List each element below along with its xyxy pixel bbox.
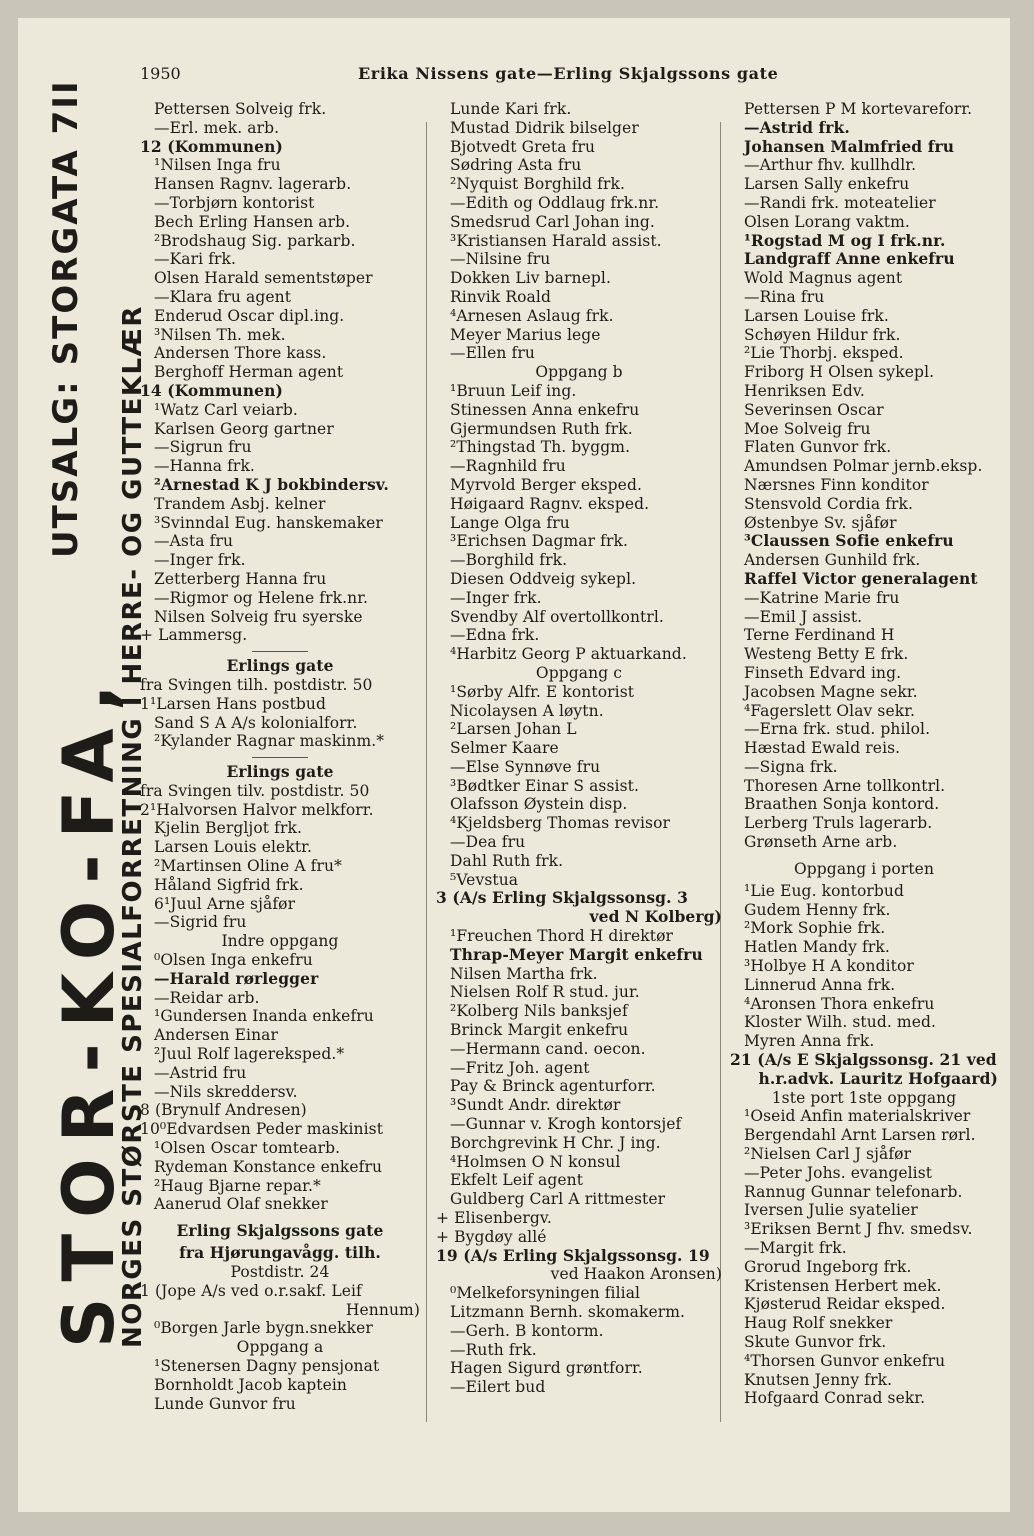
directory-entry: —Inger frk. <box>154 551 246 570</box>
directory-page <box>18 18 1010 1512</box>
directory-entry: —Erl. mek. arb. <box>154 118 280 137</box>
directory-entry: —Signa frk. <box>744 757 838 776</box>
directory-entry: —Hermann cand. oecon. <box>450 1039 646 1058</box>
section-heading: Postdistr. 24 <box>230 1263 330 1282</box>
directory-entry: —Rina fru <box>744 287 825 306</box>
directory-entry: Høigaard Ragnv. eksped. <box>450 494 650 513</box>
directory-entry: —Eilert bud <box>450 1378 546 1397</box>
directory-entry: Myrvold Berger eksped. <box>450 475 642 494</box>
directory-entry: ⁴Kjeldsberg Thomas revisor <box>450 814 671 833</box>
directory-entry: —Astrid frk. <box>744 117 850 137</box>
directory-entry: ³Holbye H A konditor <box>744 957 914 976</box>
directory-entry: Berghoff Herman agent <box>154 363 344 382</box>
directory-entry: ¹Oseid Anfin materialskriver <box>744 1107 971 1126</box>
page-header <box>18 64 1010 88</box>
directory-entry: Selmer Kaare <box>450 739 559 758</box>
directory-entry: Jacobsen Magne sekr. <box>744 682 918 701</box>
directory-entry: Johansen Malmfried fru <box>744 136 955 156</box>
directory-entry: ²Nielsen Carl J sjåfør <box>744 1145 912 1164</box>
directory-entry: ²Lie Thorbj. eksped. <box>744 344 904 363</box>
directory-entry: Aanerud Olaf snekker <box>154 1195 328 1214</box>
section-divider <box>140 751 420 763</box>
section-heading: Indre oppgang <box>221 932 339 951</box>
column-divider <box>426 122 427 1422</box>
directory-entry: —Inger frk. <box>450 588 542 607</box>
directory-entry: Nærsnes Finn konditor <box>744 475 929 494</box>
directory-entry: Rydeman Konstance enkefru <box>154 1157 383 1176</box>
directory-entry: Larsen Louise frk. <box>744 306 889 325</box>
directory-entry: Finseth Edvard ing. <box>744 663 902 682</box>
directory-entry: Myren Anna frk. <box>744 1032 875 1051</box>
directory-entry: Zetterberg Hanna fru <box>154 569 327 588</box>
section-heading: Oppgang a <box>236 1338 324 1357</box>
directory-entry: Hæstad Ewald reis. <box>744 739 901 758</box>
directory-entry: ³Erichsen Dagmar frk. <box>450 532 629 551</box>
directory-entry: Grorud Ingeborg frk. <box>744 1257 912 1276</box>
directory-entry: 21 (A/s E Skjalgssonsg. 21 ved <box>730 1050 997 1070</box>
directory-entry: ⁴Arnesen Aslaug frk. <box>450 306 614 325</box>
ad-brand: STOR-KO-FA, <box>48 668 130 1348</box>
directory-entry: —Erna frk. stud. philol. <box>744 720 931 739</box>
directory-entry: Gjermundsen Ruth frk. <box>450 419 633 438</box>
section-heading: Erlings gate <box>226 656 334 676</box>
directory-entry: ³Claussen Sofie enkefru <box>744 531 954 551</box>
directory-entry: Raffel Victor generalagent <box>744 568 978 588</box>
directory-entry: Østenbye Sv. sjåfør <box>744 513 897 532</box>
directory-entry: ¹Sørby Alfr. E kontorist <box>450 682 635 701</box>
directory-entry: Linnerud Anna frk. <box>744 975 896 994</box>
directory-entry: Brinck Margit enkefru <box>450 1021 629 1040</box>
directory-entry: ⁴Harbitz Georg P aktuarkand. <box>450 645 687 664</box>
directory-entry: Nielsen Rolf R stud. jur. <box>450 983 640 1002</box>
directory-entry: ⁴Aronsen Thora enkefru <box>744 994 935 1013</box>
directory-entry: ²Larsen Johan L <box>450 720 577 739</box>
directory-entry: —Harald rørlegger <box>154 968 319 988</box>
directory-entry: Svendby Alf overtollkontrl. <box>450 607 664 626</box>
directory-entry: Hofgaard Conrad sekr. <box>744 1389 926 1408</box>
section-heading: Oppgang c <box>535 663 623 682</box>
directory-entry: ¹Gundersen Inanda enkefru <box>154 1007 374 1026</box>
directory-entry: Stinessen Anna enkefru <box>450 400 640 419</box>
directory-entry: Severinsen Oscar <box>744 400 884 419</box>
directory-entry: —Sigrun fru <box>154 438 252 457</box>
directory-entry: ³Svinndal Eug. hanskemaker <box>154 513 383 532</box>
directory-entry: ³Sundt Andr. direktør <box>450 1096 621 1115</box>
directory-entry: ³Eriksen Bernt J fhv. smedsv. <box>744 1220 973 1239</box>
directory-entry: Kloster Wilh. stud. med. <box>744 1013 937 1032</box>
directory-entry: Thoresen Arne tollkontrl. <box>744 776 946 795</box>
directory-entry: —Peter Johs. evangelist <box>744 1163 933 1182</box>
directory-entry: Sand S A A/s kolonialforr. <box>154 713 358 732</box>
directory-entry: Haug Rolf snekker <box>744 1314 893 1333</box>
directory-entry: Moe Solveig fru <box>744 419 871 438</box>
directory-entry: Larsen Sally enkefru <box>744 175 910 194</box>
directory-entry: Ekfelt Leif agent <box>450 1171 584 1190</box>
section-heading: Erlings gate <box>226 762 334 782</box>
directory-entry: ⁰Olsen Inga enkefru <box>154 951 313 970</box>
directory-entry: Bjotvedt Greta fru <box>450 137 596 156</box>
directory-entry: Smedsrud Carl Johan ing. <box>450 212 655 231</box>
directory-entry: Landgraff Anne enkefru <box>744 249 955 269</box>
directory-entry: Amundsen Polmar jernb.eksp. <box>744 457 983 476</box>
directory-entry: Kjelin Bergljot frk. <box>154 819 302 838</box>
directory-entry: + Bygdøy allé <box>436 1227 547 1246</box>
directory-entry: Lerberg Truls lagerarb. <box>744 814 933 833</box>
directory-entry: Karlsen Georg gartner <box>154 419 334 438</box>
directory-entry: Kjøsterud Reidar eksped. <box>744 1295 946 1314</box>
directory-entry: Litzmann Bernh. skomakerm. <box>450 1303 686 1321</box>
directory-entry: Borchgrevink H Chr. J ing. <box>450 1133 661 1152</box>
directory-entry: ²Arnestad K J bokbindersv. <box>154 474 389 494</box>
directory-entry: —Rigmor og Helene frk.nr. <box>154 588 369 607</box>
directory-entry: Håland Sigfrid frk. <box>154 875 304 894</box>
directory-entry: —Hanna frk. <box>154 457 255 476</box>
directory-entry: 3 (A/s Erling Skjalgssonsg. 3 <box>436 888 688 908</box>
directory-entry: 14 (Kommunen) <box>140 380 283 400</box>
directory-entry: Pettersen P M kortevareforr. <box>744 100 973 118</box>
directory-entry: 6¹Juul Arne sjåfør <box>154 894 296 913</box>
vertical-advertisement <box>46 79 148 1348</box>
directory-entry: Olafsson Øystein disp. <box>450 795 628 814</box>
directory-entry: Lunde Gunvor fru <box>154 1394 296 1413</box>
directory-entry: Braathen Sonja kontord. <box>744 795 940 814</box>
directory-entry: ¹Watz Carl veiarb. <box>154 400 298 419</box>
directory-entry: ¹Stenersen Dagny pensjonat <box>154 1357 380 1375</box>
directory-entry: ¹Olsen Oscar tomtearb. <box>154 1139 341 1158</box>
directory-entry: Knutsen Jenny frk. <box>744 1370 893 1389</box>
directory-entry: ³Nilsen Th. mek. <box>154 325 286 344</box>
directory-entry: —Astrid fru <box>154 1063 247 1082</box>
directory-entry: —Nilsine fru <box>450 250 551 269</box>
directory-entry: —Randi frk. moteatelier <box>744 193 936 212</box>
directory-entry: Bergendahl Arnt Larsen rørl. <box>744 1126 976 1145</box>
directory-entry: Kristensen Herbert mek. <box>744 1276 942 1295</box>
directory-entry: —Edith og Oddlaug frk.nr. <box>450 193 660 212</box>
directory-entry: ved Haakon Aronsen) <box>550 1265 722 1284</box>
directory-entry: fra Svingen tilv. postdistr. 50 <box>140 781 370 800</box>
directory-entry: 1¹Larsen Hans postbud <box>140 694 327 713</box>
directory-entry: Sødring Asta fru <box>450 156 582 175</box>
directory-entry: ⁴Fagerslett Olav sekr. <box>744 701 916 720</box>
directory-entry: Bornholdt Jacob kaptein <box>154 1375 347 1394</box>
directory-entry: ³Kristiansen Harald assist. <box>450 231 662 250</box>
directory-entry: Andersen Thore kass. <box>154 344 327 363</box>
directory-entry: Thrap-Meyer Margit enkefru <box>450 944 703 964</box>
directory-entry: 10⁰Edvardsen Peder maskinist <box>140 1120 384 1139</box>
directory-entry: Hatlen Mandy frk. <box>744 938 890 957</box>
directory-entry: —Katrine Marie fru <box>744 588 900 607</box>
directory-entry: —Nils skreddersv. <box>154 1082 298 1101</box>
directory-entry: Diesen Oddveig sykepl. <box>450 569 637 588</box>
section-heading: Oppgang b <box>535 363 623 382</box>
directory-entry: Wold Magnus agent <box>744 269 903 288</box>
directory-entry: Grønseth Arne arb. <box>744 833 898 852</box>
directory-entry: ¹Lie Eug. kontorbud <box>744 881 905 900</box>
directory-entry: Henriksen Edv. <box>744 381 865 400</box>
section-divider <box>140 645 420 657</box>
directory-entry: 1 (Jope A/s ved o.r.sakf. Leif <box>140 1281 362 1300</box>
directory-entry: —Arthur fhv. kullhdlr. <box>744 156 917 175</box>
directory-entry: Guldberg Carl A rittmester <box>450 1190 666 1209</box>
directory-entry: ³Bødtker Einar S assist. <box>450 776 639 795</box>
directory-entry: —Ellen fru <box>450 344 535 363</box>
directory-entry: Andersen Einar <box>154 1026 279 1045</box>
directory-entry: Schøyen Hildur frk. <box>744 325 901 344</box>
directory-entry: 8 (Brynulf Andresen) <box>140 1101 307 1120</box>
directory-entry: Iversen Julie syatelier <box>744 1201 918 1220</box>
page-number: 1950 <box>140 64 181 83</box>
directory-entry: Trandem Asbj. kelner <box>154 494 326 513</box>
directory-entry: —Dea fru <box>450 833 526 852</box>
directory-entry: Bech Erling Hansen arb. <box>154 212 351 231</box>
directory-entry: Dokken Liv barnepl. <box>450 269 611 288</box>
column-2 <box>436 100 722 1397</box>
directory-entry: —Gunnar v. Krogh kontorsjef <box>450 1115 682 1134</box>
ad-outlet: UTSALG: STORGATA 7II <box>46 79 86 558</box>
directory-entry: Stensvold Cordia frk. <box>744 494 914 513</box>
directory-entry: ⁵Vevstua <box>450 870 519 889</box>
directory-entry: Pay & Brinck agenturforr. <box>450 1077 656 1096</box>
directory-entry: Lunde Kari frk. <box>450 100 572 118</box>
directory-entry: —Ragnhild fru <box>450 457 566 476</box>
page-title: Erika Nissens gate—Erling Skjalgssons gate <box>358 64 779 83</box>
directory-entry: ²Martinsen Oline A fru* <box>154 857 342 876</box>
directory-entry: —Sigrid fru <box>154 913 247 932</box>
section-heading: fra Hjørungavågg. tilh. <box>179 1243 381 1263</box>
directory-entry: —Asta fru <box>154 532 234 551</box>
directory-entry: + Lammersg. <box>140 626 248 645</box>
section-heading: Erling Skjalgssons gate <box>176 1221 384 1241</box>
directory-entry: —Margit frk. <box>744 1239 847 1258</box>
directory-entry: fra Svingen tilh. postdistr. 50 <box>140 675 373 694</box>
directory-entry: Rinvik Roald <box>450 287 551 306</box>
directory-entry: ¹Freuchen Thord H direktør <box>450 927 674 946</box>
directory-entry: h.r.advk. Lauritz Hofgaard) <box>758 1068 998 1088</box>
directory-entry: —Klara fru agent <box>154 287 292 306</box>
directory-entry: Andersen Gunhild frk. <box>744 551 921 570</box>
directory-entry: Terne Ferdinand H <box>744 626 895 645</box>
directory-entry: ²Mork Sophie frk. <box>744 919 886 938</box>
directory-entry: ¹Bruun Leif ing. <box>450 381 577 400</box>
section-heading: Oppgang i porten <box>793 859 935 878</box>
directory-entry: Flaten Gunvor frk. <box>744 438 892 457</box>
section-heading: 1ste port 1ste oppgang <box>771 1088 957 1107</box>
directory-entry: ¹Rogstad M og I frk.nr. <box>744 230 946 250</box>
directory-entry: Hennum) <box>345 1300 420 1319</box>
column-1 <box>140 100 420 1413</box>
directory-entry: Rannug Gunnar telefonarb. <box>744 1182 963 1201</box>
directory-entry: —Gerh. B kontorm. <box>450 1321 604 1340</box>
directory-entry: ved N Kolberg) <box>589 907 722 927</box>
directory-entry: Larsen Louis elektr. <box>154 838 312 857</box>
directory-entry: Meyer Marius lege <box>450 325 601 344</box>
directory-entry: Nilsen Martha frk. <box>450 964 598 983</box>
directory-entry: ²Brodshaug Sig. parkarb. <box>154 231 356 250</box>
directory-entry: Westeng Betty E frk. <box>744 645 909 664</box>
directory-entry: Olsen Harald sementstøper <box>154 269 373 288</box>
directory-entry: —Kari frk. <box>154 250 237 269</box>
directory-entry: ²Haug Bjarne repar.* <box>154 1176 321 1195</box>
directory-entry: —Emil J assist. <box>744 607 863 626</box>
directory-entry: Nicolaysen A løytn. <box>450 701 604 720</box>
directory-entry: ¹Nilsen Inga fru <box>154 156 281 175</box>
directory-entry: 19 (A/s Erling Skjalgssonsg. 19 <box>436 1245 710 1265</box>
directory-entry: Nilsen Solveig fru syerske <box>154 607 363 626</box>
directory-entry: ⁴Holmsen O N konsul <box>450 1152 621 1171</box>
directory-entry: + Elisenbergv. <box>436 1209 552 1228</box>
ad-slogan: NORGES STØRSTE SPESIALFORRETNING I HERRE- OG GUTTEKLÆR <box>118 305 148 1348</box>
directory-entry: —Torbjørn kontorist <box>154 193 315 212</box>
directory-entry: ²Juul Rolf lagereksped.* <box>154 1045 345 1064</box>
directory-entry: Dahl Ruth frk. <box>450 851 564 870</box>
directory-entry: —Else Synnøve fru <box>450 757 601 776</box>
directory-entry: ⁰Borgen Jarle bygn.snekker <box>154 1319 373 1338</box>
directory-entry: —Reidar arb. <box>154 988 260 1007</box>
directory-entry: ²Kolberg Nils banksjef <box>450 1002 628 1021</box>
directory-entry: ⁴Thorsen Gunvor enkefru <box>744 1351 946 1370</box>
directory-entry: ²Kylander Ragnar maskinm.* <box>154 732 385 751</box>
directory-entry: Hansen Ragnv. lagerarb. <box>154 175 352 194</box>
directory-entry: Skute Gunvor frk. <box>744 1333 887 1351</box>
directory-entry: —Borghild frk. <box>450 551 568 570</box>
directory-entry: Enderud Oscar dipl.ing. <box>154 306 345 325</box>
directory-entry: Lange Olga fru <box>450 513 570 532</box>
column-3 <box>730 100 998 1408</box>
directory-entry: 12 (Kommunen) <box>140 136 283 156</box>
directory-entry: —Edna frk. <box>450 626 540 645</box>
directory-entry: ²Nyquist Borghild frk. <box>450 175 625 194</box>
directory-entry: —Fritz Joh. agent <box>450 1058 590 1077</box>
directory-entry: Pettersen Solveig frk. <box>154 100 327 118</box>
directory-entry: 2¹Halvorsen Halvor melkforr. <box>140 800 374 819</box>
directory-entry: —Ruth frk. <box>450 1340 537 1359</box>
directory-entry: Friborg H Olsen sykepl. <box>744 363 935 382</box>
directory-entry: Olsen Lorang vaktm. <box>744 212 910 231</box>
directory-entry: ⁰Melkeforsyningen filial <box>450 1284 641 1303</box>
directory-entry: ²Thingstad Th. byggm. <box>450 438 631 457</box>
directory-entry: Mustad Didrik bilselger <box>450 118 639 137</box>
directory-entry: Hagen Sigurd grøntforr. <box>450 1359 643 1378</box>
directory-entry: Gudem Henny frk. <box>744 900 891 919</box>
